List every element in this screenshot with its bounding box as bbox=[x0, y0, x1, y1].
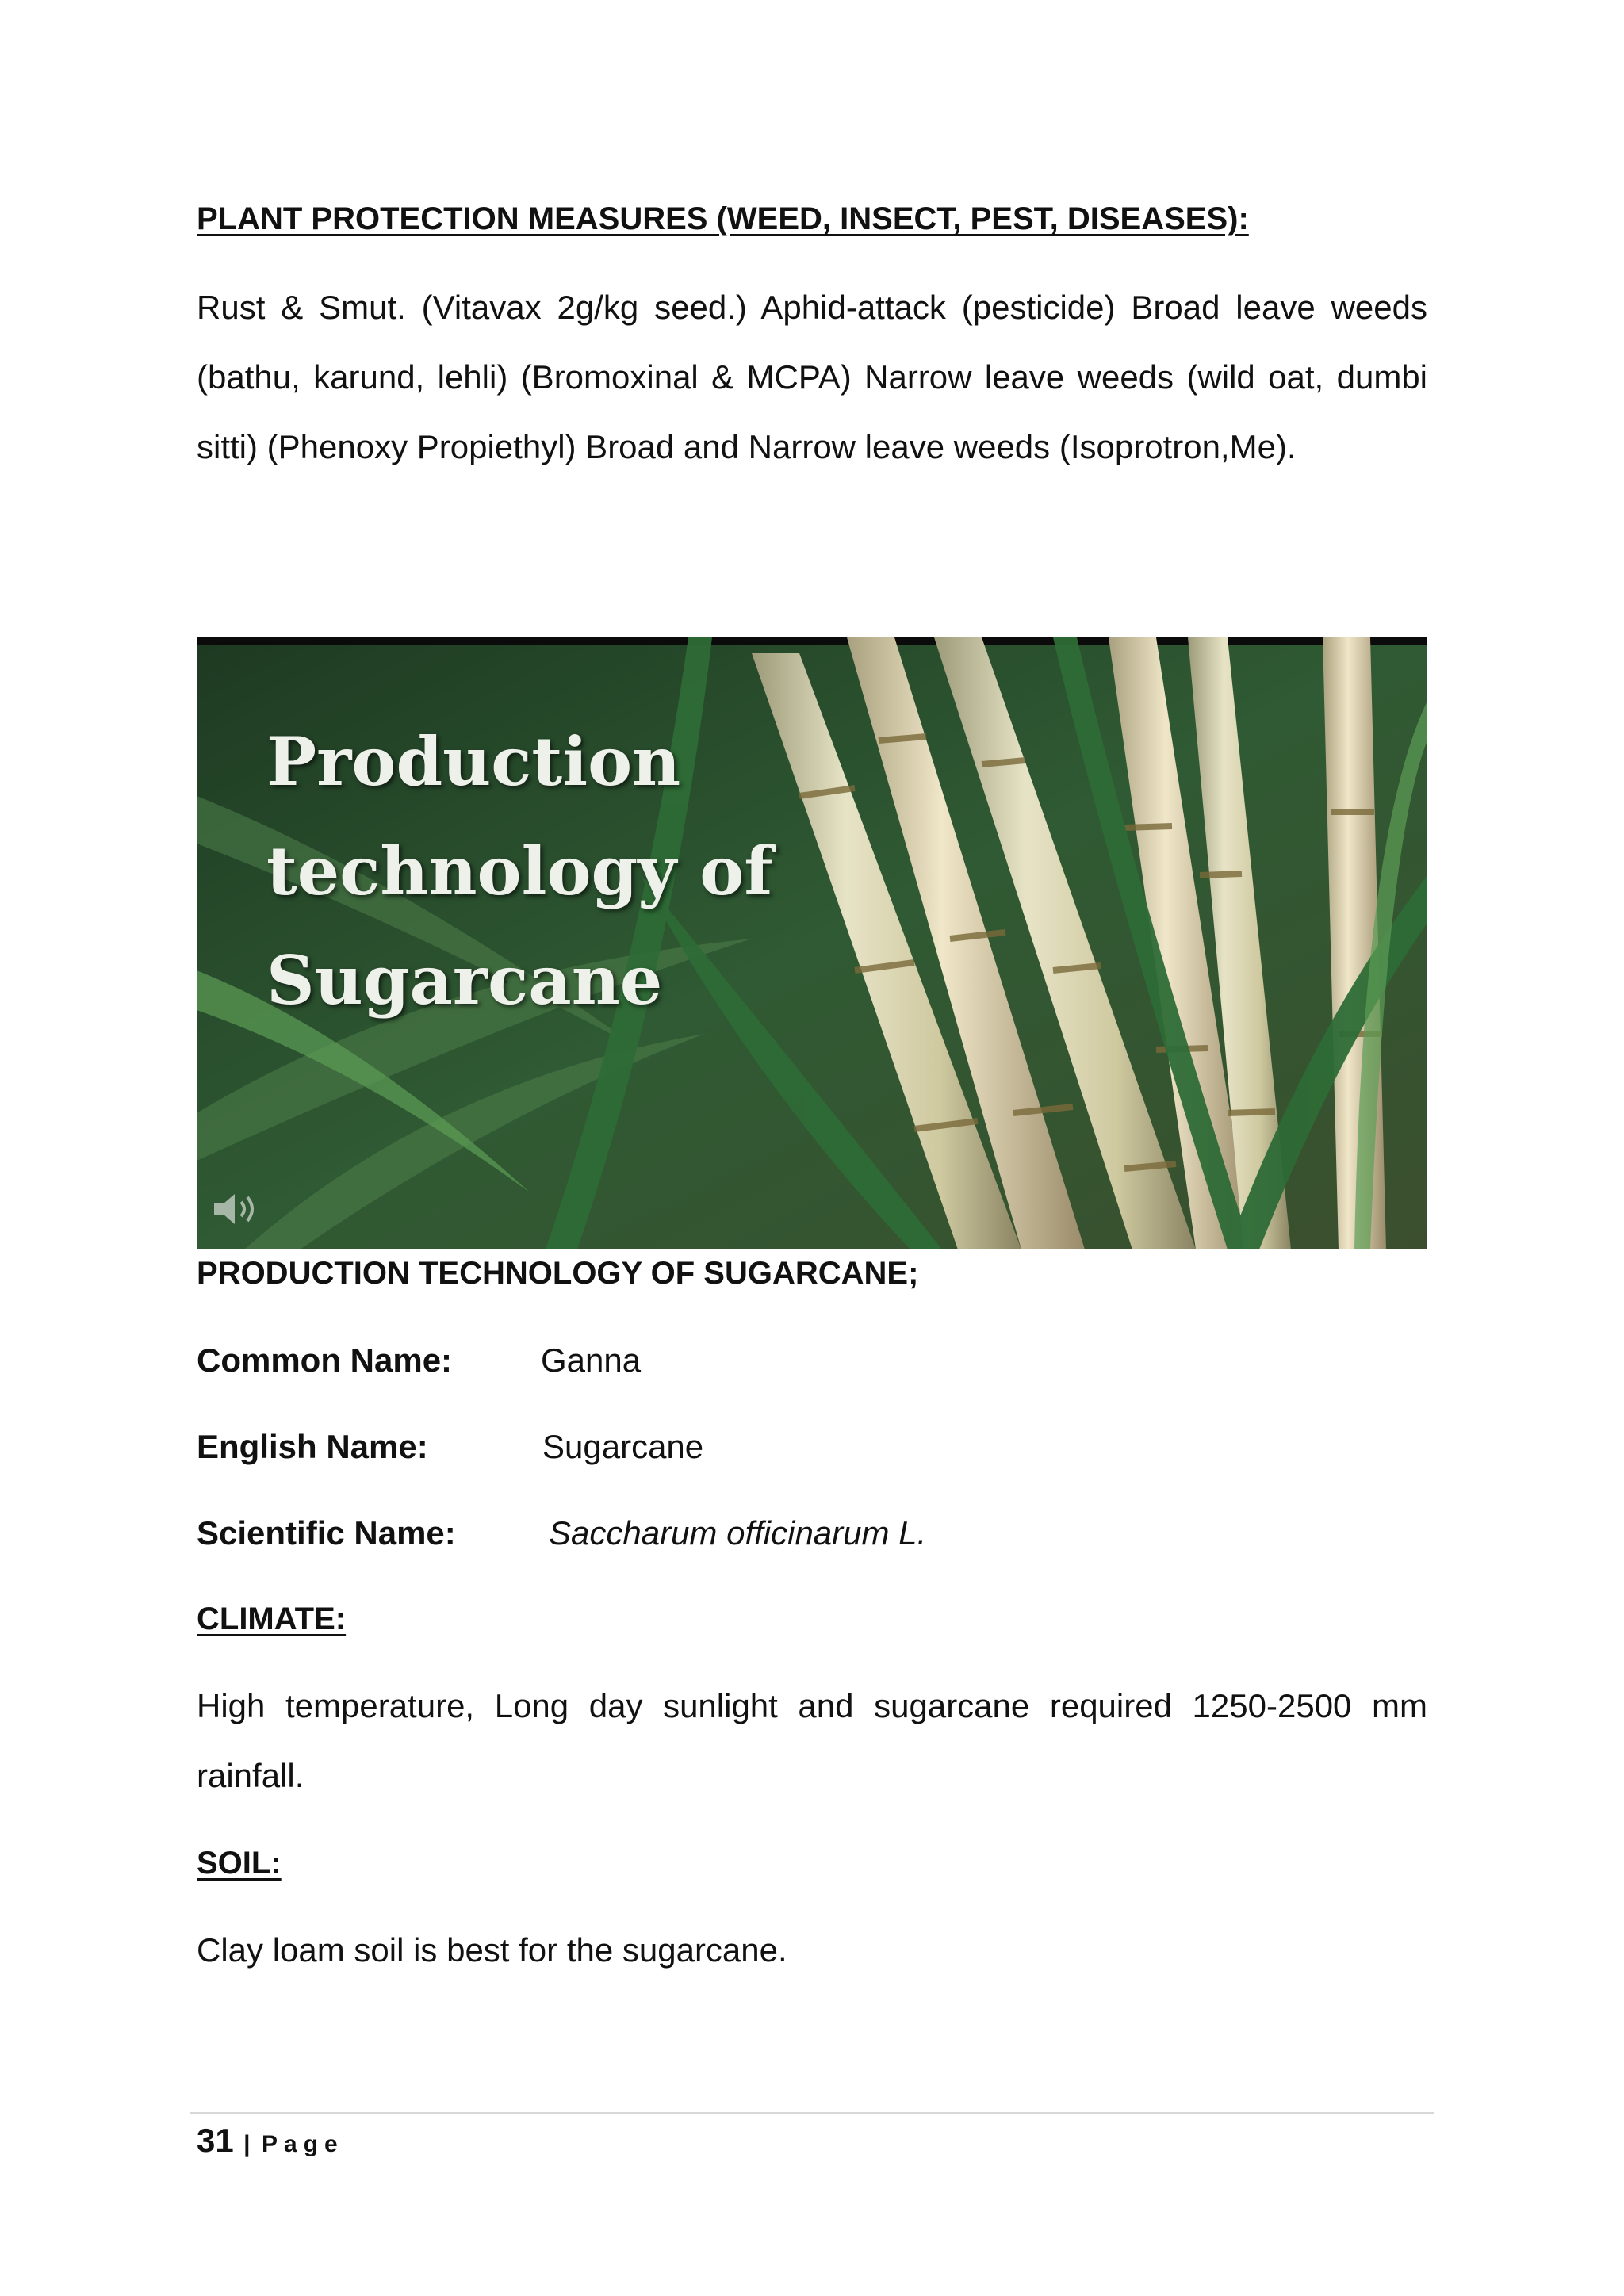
english-name-label: English Name: bbox=[197, 1428, 428, 1465]
plant-protection-heading: PLANT PROTECTION MEASURES (WEED, INSECT, PEST, DISEASES): bbox=[197, 201, 1249, 236]
common-name-label: Common Name: bbox=[197, 1341, 453, 1379]
soil-heading: SOIL: bbox=[197, 1846, 282, 1881]
page-number: 31 bbox=[197, 2122, 234, 2159]
common-name-value: Ganna bbox=[541, 1341, 642, 1379]
english-name-value: Sugarcane bbox=[542, 1428, 704, 1465]
speaker-icon bbox=[209, 1189, 265, 1229]
banner-title-line-2: technology of bbox=[266, 832, 773, 910]
climate-paragraph: High temperature, Long day sunlight and sugarcane required 1250-2500 mm rainfall. bbox=[197, 1687, 1427, 1794]
climate-heading: CLIMATE: bbox=[197, 1601, 347, 1636]
page-separator: | bbox=[243, 2131, 251, 2157]
page-label: Page bbox=[262, 2131, 344, 2157]
footer-divider bbox=[190, 2112, 1434, 2114]
sugarcane-banner-image bbox=[197, 637, 1427, 1249]
page-footer bbox=[197, 2122, 344, 2160]
banner-title-line-3: Sugarcane bbox=[266, 941, 663, 1020]
sugarcane-heading: PRODUCTION TECHNOLOGY OF SUGARCANE; bbox=[197, 1256, 919, 1291]
scientific-name-value: Saccharum officinarum L. bbox=[549, 1514, 927, 1552]
scientific-name-label: Scientific Name: bbox=[197, 1514, 456, 1552]
banner-title-line-1: Production bbox=[266, 722, 681, 801]
soil-paragraph: Clay loam soil is best for the sugarcane. bbox=[197, 1931, 787, 1969]
plant-protection-paragraph: Rust & Smut. (Vitavax 2g/kg seed.) Aphid-attack (pesticide) Broad leave weeds (bathu, karund, lehli) (Bromoxinal & MCPA) Narrow leave weeds (wild oat, dumbi sitti) (Phenoxy Propiethyl) Broad and Narrow leave weeds (Isoprotron,Me). bbox=[197, 289, 1427, 465]
banner-title bbox=[266, 707, 772, 1035]
